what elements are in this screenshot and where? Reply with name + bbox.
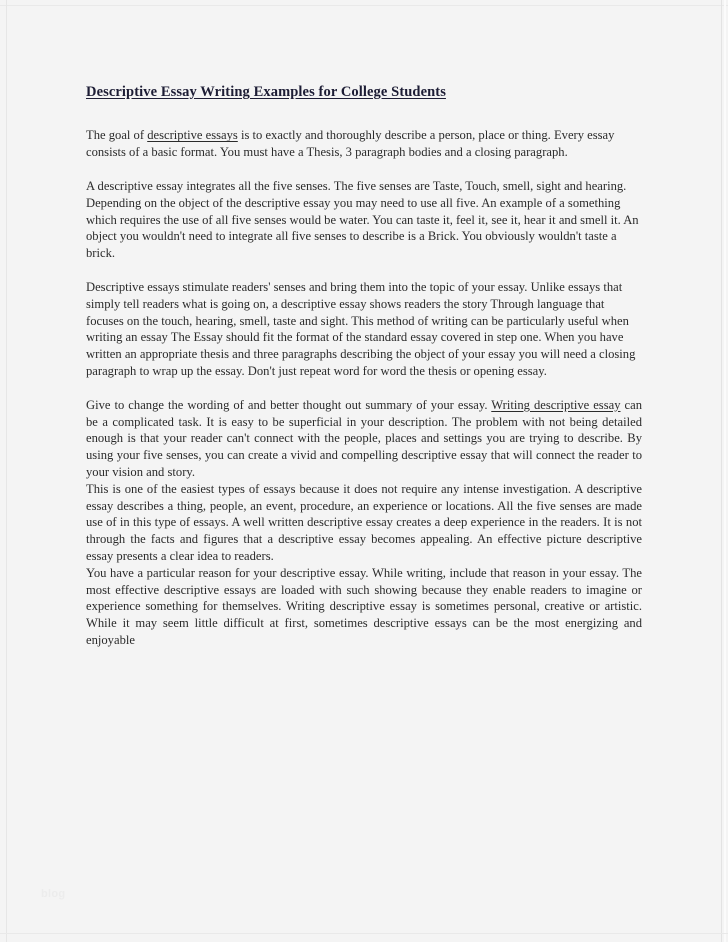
page-edge-right (721, 0, 722, 942)
page-edge-top (0, 5, 728, 6)
document-body (86, 84, 642, 666)
paragraph (86, 481, 642, 565)
paragraph-text: is to exactly and thoroughly describe a person, place or thing. Every essay consists of a basic format. You must have a Thesis, 3 paragraph bodies and a closing paragraph. (86, 128, 615, 160)
paragraph-text: A descriptive essay integrates all the five senses. The five senses are Taste, Touch, smell, sight and hearing. Depending on the object of the descriptive essay you may need to use all five. An example of a something which requires the use of all five senses would be water. You can taste it, feel it, see it, hear it and smell it. An object you wouldn't need to integrate all five senses to describe is a Brick. You obviously wouldn't taste a brick. (86, 178, 639, 261)
paragraph-text: Descriptive essays stimulate readers' senses and bring them into the topic of your essay. Unlike essays that simply tell readers what is going on, a descriptive essay shows readers the story Through language that focuses on the touch, hearing, smell, taste and sight. This method of writing can be particularly useful when writing an essay The Essay should fit the format of the standard essay covered in step one. When you have written an appropriate thesis and three paragraphs describing the object of your essay you will need a closing paragraph to wrap up the essay. Don't just repeat word for word the thesis or opening essay. (86, 279, 636, 378)
paragraph-text: Give to change the wording of and better thought out summary of your essay. (86, 397, 492, 412)
page-title: Descriptive Essay Writing Examples for College Students (86, 84, 446, 100)
paragraph (86, 565, 642, 649)
paragraph (86, 397, 642, 481)
paragraph-text: The goal of (86, 128, 148, 143)
paragraph-text: can be a complicated task. It is easy to be superficial in your description. The problem with not being detailed enough is that your reader can't connect with the people, places and settings you are trying to describe. By using your five senses, you can create a vivid and compelling descriptive essay that will connect the reader to your vision and story. (86, 397, 642, 479)
paragraph (86, 178, 642, 262)
page-edge-right-shadow (724, 0, 726, 942)
watermark-label: blog (41, 888, 66, 900)
paragraph-text: You have a particular reason for your descriptive essay. While writing, include that reason in your essay. The most effective descriptive essays are loaded with such showing because they enable readers to imagine or experience something for themselves. Writing descriptive essay is sometimes personal, creative or artistic. While it may seem little difficult at first, sometimes descriptive essays can be the most energizing and enjoyable (86, 565, 642, 647)
paragraph (86, 279, 642, 380)
paragraph (86, 127, 642, 161)
page-edge-bottom (0, 933, 728, 934)
paragraph-list (86, 127, 642, 648)
inline-link[interactable]: Writing descriptive essay (491, 397, 621, 412)
inline-link[interactable]: descriptive essays (147, 128, 238, 143)
page-edge-left (6, 0, 7, 942)
paragraph-text: This is one of the easiest types of essays because it does not require any intense investigation. A descriptive essay describes a thing, people, an event, procedure, an experience or locations. All the five senses are made use of in this type of essays. A well written descriptive essay creates a deep experience in the readers. It is not through the facts and figures that a descriptive essay becomes appealing. An effective picture descriptive essay presents a clear idea to readers. (86, 481, 642, 563)
